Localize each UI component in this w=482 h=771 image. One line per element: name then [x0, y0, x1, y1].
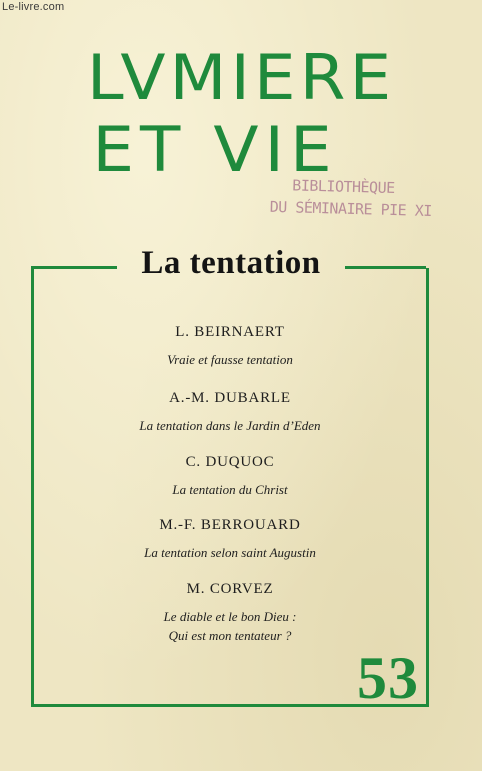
- article-title: La tentation dans le Jardin d’Eden: [139, 418, 321, 433]
- article-title: La tentation selon saint Augustin: [144, 545, 316, 560]
- article-author: C. DUQUOC: [185, 454, 275, 470]
- stamp-line1: BIBLIOTHÈQUE: [292, 176, 395, 198]
- journal-title-line2: ET VIE: [92, 112, 338, 187]
- article-entry: [34, 323, 426, 368]
- article-title: La tentation du Christ: [172, 482, 288, 497]
- stamp-line2: DU SÉMINAIRE PIE XI: [269, 197, 433, 221]
- article-author: M. CORVEZ: [186, 581, 274, 597]
- library-stamp: [269, 174, 440, 222]
- article-author: M.-F. BERROUARD: [159, 517, 301, 533]
- article-author: L. BEIRNAERT: [175, 324, 285, 340]
- watermark-text: Le-livre.com: [2, 1, 65, 13]
- article-entry: [34, 453, 426, 498]
- journal-title-line1: LVMIERE: [86, 40, 396, 115]
- article-title-line2: Qui est mon tentateur ?: [168, 628, 292, 643]
- article-author: A.-M. DUBARLE: [169, 390, 291, 406]
- article-title: Vraie et fausse tentation: [167, 352, 293, 367]
- issue-theme: La tentation: [141, 245, 321, 281]
- issue-number: 53: [357, 645, 419, 711]
- article-entry: [34, 516, 426, 561]
- article-entry: [34, 580, 426, 644]
- article-title: Le diable et le bon Dieu :: [163, 609, 297, 624]
- article-entry: [34, 389, 426, 434]
